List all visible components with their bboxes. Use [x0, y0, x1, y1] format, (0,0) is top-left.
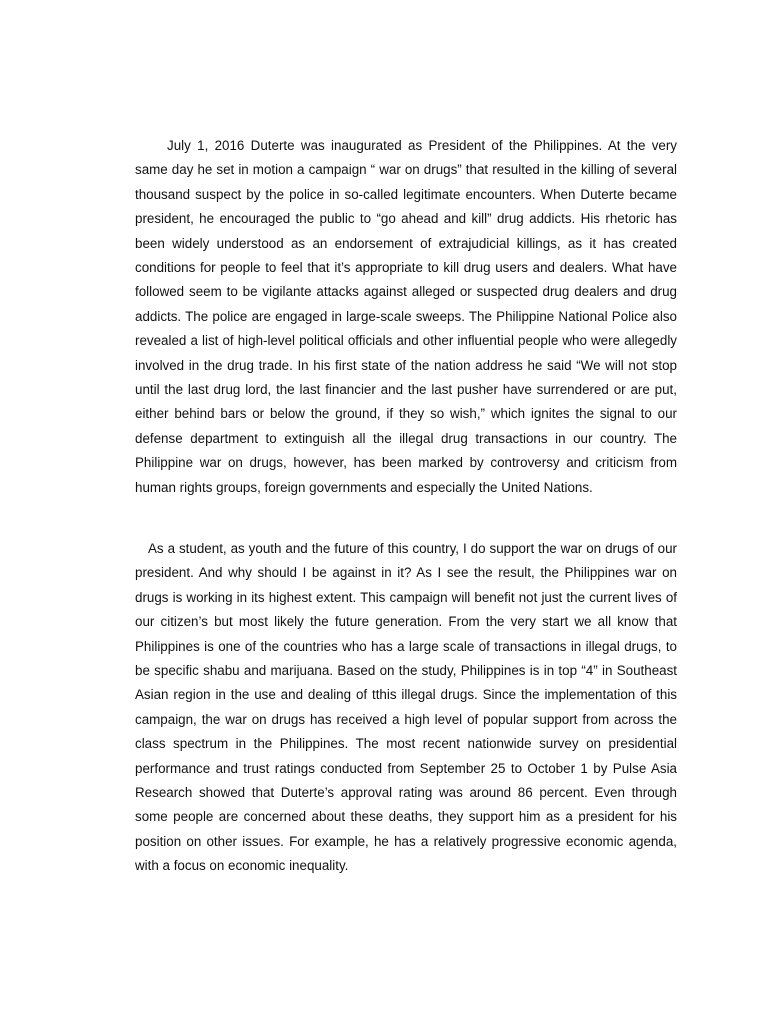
essay-paragraph-1: July 1, 2016 Duterte was inaugurated as President of the Philippines. At the very same day he set in motion a campaign “ war on drugs” that resulted in the killing of several thousand suspect by the police in so-called legitimate encounters. When Duterte became president, he encouraged the public to “go ahead and kill” drug addicts. His rhetoric has been widely understood as an endorsement of extrajudicial killings, as it has created conditions for people to feel that it’s appropriate to kill drug users and dealers. What have followed seem to be vigilante attacks against alleged or suspected drug dealers and drug addicts. The police are engaged in large-scale sweeps. The Philippine National Police also revealed a list of high-level political officials and other influential people who were allegedly involved in the drug trade. In his first state of the nation address he said “We will not stop until the last drug lord, the last financier and the last pusher have surrendered or are put, either behind bars or below the ground, if they so wish,” which ignites the signal to our defense department to extinguish all the illegal drug transactions in our country. The Philippine war on drugs, however, has been marked by controversy and criticism from human rights groups, foreign governments and especially the United Nations.	[135, 138, 677, 495]
essay-paragraph-2: As a student, as youth and the future of this country, I do support the war on drugs of our president. And why should I be against in it? As I see the result, the Philippines war on drugs is working in its highest extent. This campaign will benefit not just the current lives of our citizen’s but most likely the future generation. From the very start we all know that Philippines is one of the countries who has a large scale of transactions in illegal drugs, to be specific shabu and marijuana. Based on the study, Philippines is in top “4” in Southeast Asian region in the use and dealing of tthis illegal drugs. Since the implementation of this campaign, the war on drugs has received a high level of popular support from across the class spectrum in the Philippines. The most recent nationwide survey on presidential performance and trust ratings conducted from September 25 to October 1 by Pulse Asia Research showed that Duterte’s approval rating was around 86 percent. Even through some people are concerned about these deaths, they support him as a president for his position on other issues. For example, he has a relatively progressive economic agenda, with a focus on economic inequality.	[135, 541, 677, 874]
